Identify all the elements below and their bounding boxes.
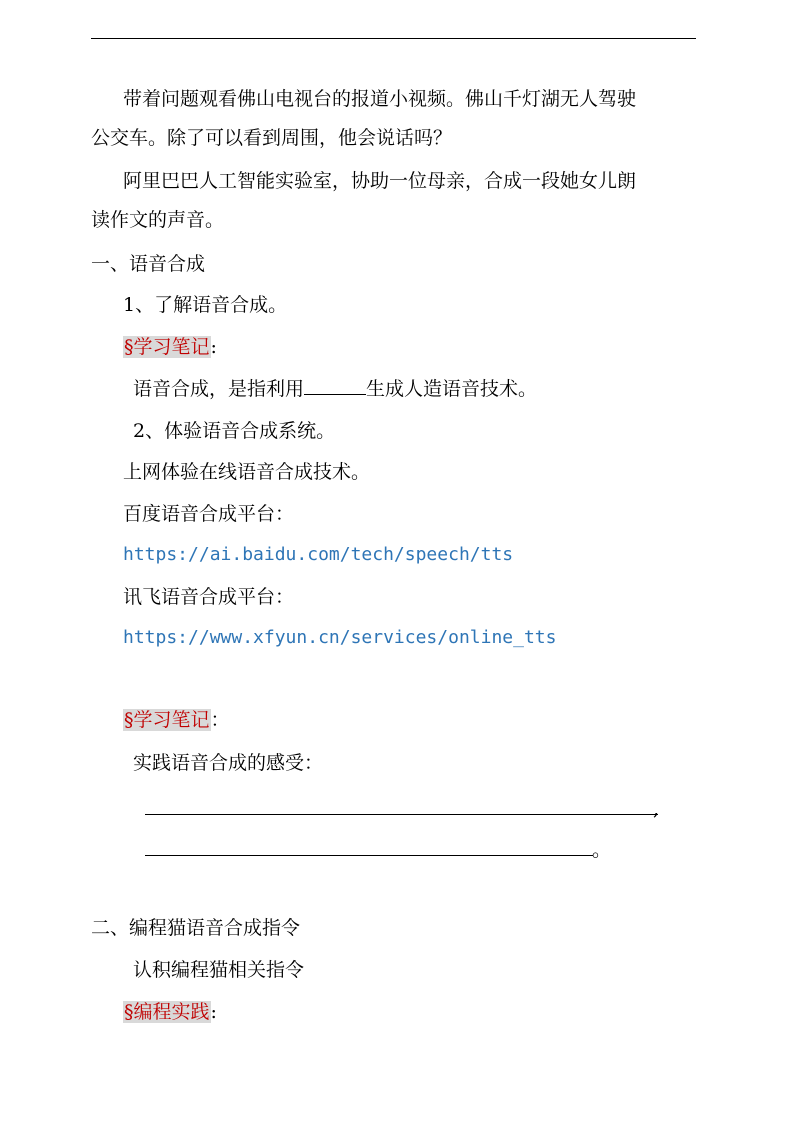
programming-practice-colon: :	[210, 1001, 217, 1023]
study-note-2	[123, 707, 230, 733]
xunfei-platform-label: 讯飞语音合成平台：	[123, 586, 295, 608]
online-experience-text: 上网体验在线语音合成技术。	[123, 461, 371, 483]
answer-line-2-end: 。	[592, 839, 612, 861]
header-rule	[91, 38, 696, 39]
section-1-heading: 一、语音合成	[91, 253, 206, 275]
answer-line-1[interactable]	[145, 814, 658, 815]
intro-paragraph-1-line-2: 公交车。除了可以看到周围，他会说话吗？	[91, 127, 453, 149]
definition-after: 生成人造语音技术。	[366, 378, 538, 400]
baidu-platform-label: 百度语音合成平台：	[123, 503, 295, 525]
intro-paragraph-1-line-1: 带着问题观看佛山电视台的报道小视频。佛山千灯湖无人驾驶	[123, 88, 637, 110]
item-understand-synthesis: 1、了解语音合成。	[123, 294, 288, 316]
intro-paragraph-2-line-1: 阿里巴巴人工智能实验室，协助一位母亲，合成一段她女儿朗	[123, 170, 637, 192]
study-note-1	[123, 334, 217, 360]
baidu-url-link[interactable]: https://ai.baidu.com/tech/speech/tts	[123, 544, 514, 565]
study-note-colon: ：	[210, 709, 230, 731]
definition-before: 语音合成，是指利用	[133, 378, 305, 400]
answer-line-1-end: ,	[653, 798, 660, 820]
definition-sentence	[133, 376, 537, 402]
xunfei-url-link[interactable]: https://www.xfyun.cn/services/online_tts	[123, 627, 557, 648]
item-experience-system: 2、体验语音合成系统。	[133, 420, 336, 442]
study-note-colon: :	[210, 336, 217, 358]
study-note-label: §学习笔记	[124, 336, 210, 358]
answer-line-2[interactable]	[145, 855, 593, 856]
programming-cat-commands-text: 认积编程猫相关指令	[133, 959, 305, 981]
practice-feeling-text: 实践语音合成的感受：	[133, 752, 324, 774]
programming-practice-note	[123, 999, 217, 1025]
intro-paragraph-2-line-2: 读作文的声音。	[91, 209, 225, 231]
section-2-heading: 二、编程猫语音合成指令	[91, 917, 301, 939]
definition-blank[interactable]	[304, 376, 366, 395]
programming-practice-label: §编程实践	[124, 1001, 210, 1023]
study-note-label: §学习笔记	[124, 709, 210, 731]
